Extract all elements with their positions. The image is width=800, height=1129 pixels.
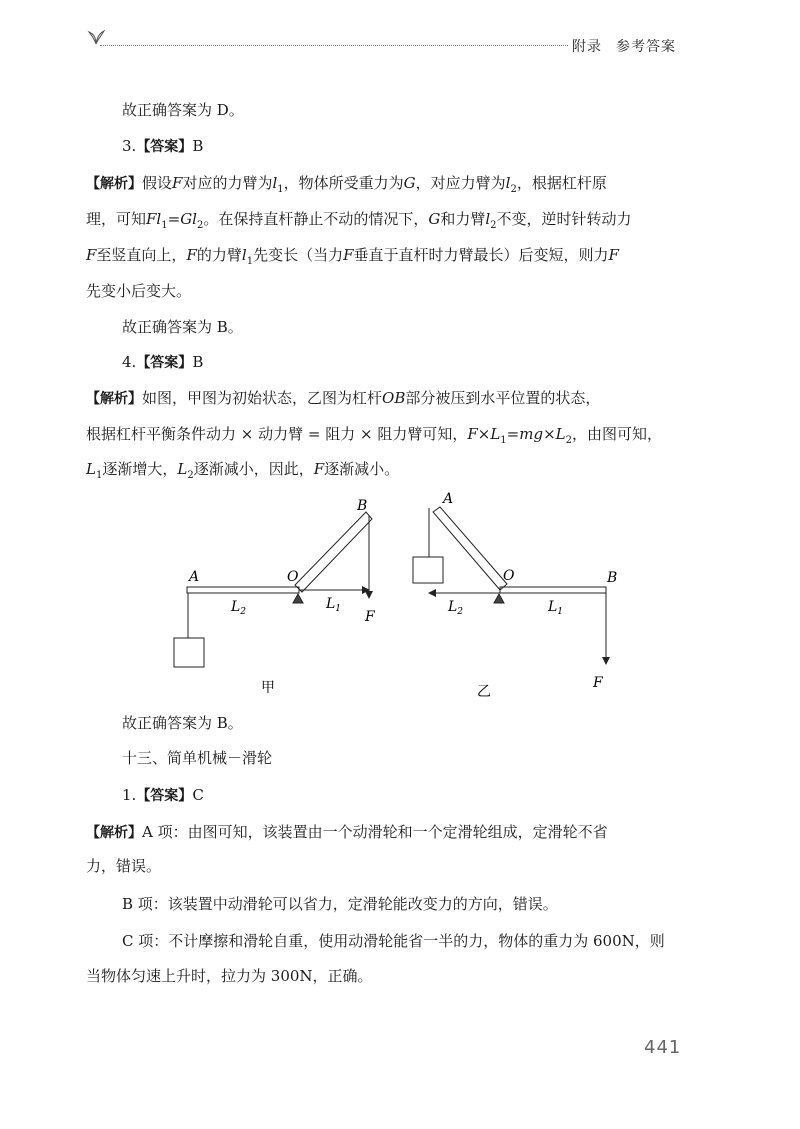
q4-analysis-line-3: $L_1$逐渐增大，$L_2$逐渐减小，因此，F逐渐减小。 [86, 460, 400, 481]
label-f-left: F [365, 609, 375, 625]
lever-bar-horizontal [187, 587, 299, 593]
label-l2-right: $L_2$ [448, 599, 464, 617]
label-l2-left: $L_2$ [231, 599, 247, 617]
q3-analysis-line-2: 理，可知$Fl_1=Gl_2$。在保持直杆静止不动的情况下，G和力臂$l_2$不变，逆时针转动力 [86, 210, 632, 231]
label-b-left: B [357, 498, 368, 514]
label-o-left: O [287, 569, 299, 585]
q1-option-c-line-2: 当物体匀速上升时，拉力为 300N，正确。 [86, 967, 373, 985]
weight-box-right [413, 557, 443, 583]
section-heading-pulley: 十三、简单机械－滑轮 [122, 749, 273, 767]
q1-analysis-line-1: 【解析】A 项：由图可知，该装置由一个动滑轮和一个定滑轮组成，定滑轮不省 [86, 823, 608, 841]
q1-option-b: B 项：该装置中动滑轮可以省力，定滑轮能改变力的方向，错误。 [122, 895, 558, 913]
paragraph-answer-b-1: 故正确答案为 B。 [122, 318, 243, 336]
header-section: 附录 [572, 39, 602, 55]
label-l1-right: $L_1$ [548, 599, 564, 617]
label-f-right: F [593, 675, 603, 691]
label-a-right: A [443, 491, 454, 507]
header-title: 参考答案 [616, 39, 676, 55]
q1-answer-line: 1.【答案】C [122, 786, 204, 804]
label-a: A [189, 569, 200, 585]
q1-option-c-line-1: C 项：不计摩擦和滑轮自重，使用动滑轮能省一半的力，物体的重力为 600N，则 [122, 932, 665, 950]
q3-analysis-line-4: 先变小后变大。 [86, 282, 192, 300]
paragraph-answer-b-2: 故正确答案为 B。 [122, 714, 243, 732]
lever-bar-horizontal-right [500, 587, 606, 593]
caption-jia: 甲 [261, 680, 275, 696]
q4-analysis-line-1: 【解析】如图，甲图为初始状态，乙图为杠杆OB部分被压到水平位置的状态， [86, 389, 601, 407]
weight-box [174, 638, 204, 667]
lever-diagram-yi [413, 507, 606, 664]
label-l1-left: $L_1$ [326, 596, 342, 614]
q3-analysis-line-1: 【解析】假设F对应的力臂为$l_1$，物体所受重力为G，对应力臂为$l_2$，根据杠杆原 [86, 174, 607, 195]
page-number: 441 [644, 1037, 682, 1058]
q4-analysis-line-2: 根据杠杆平衡条件动力 × 动力臂 = 阻力 × 阻力臂可知，$F\times L_1=mg\times L_2$，由图可知， [86, 425, 663, 446]
fulcrum-icon-right [494, 594, 504, 603]
lever-bar-inclined-right [433, 507, 507, 590]
label-b-right: B [607, 570, 618, 586]
paragraph-answer-d: 故正确答案为 D。 [122, 101, 244, 119]
label-o-right: O [503, 568, 515, 584]
caption-yi: 乙 [477, 684, 491, 700]
q1-analysis-line-2: 力，错误。 [86, 857, 162, 875]
fulcrum-icon [293, 594, 303, 603]
lever-diagram-jia [174, 512, 372, 667]
lever-bar-inclined [295, 512, 372, 592]
q3-answer-line: 3.【答案】B [122, 137, 204, 155]
q3-analysis-line-3: F至竖直向上，F的力臂$l_1$先变长（当力F垂直于直杆时力臂最长）后变短，则力F [86, 246, 619, 267]
q4-answer-line: 4.【答案】B [122, 353, 204, 371]
